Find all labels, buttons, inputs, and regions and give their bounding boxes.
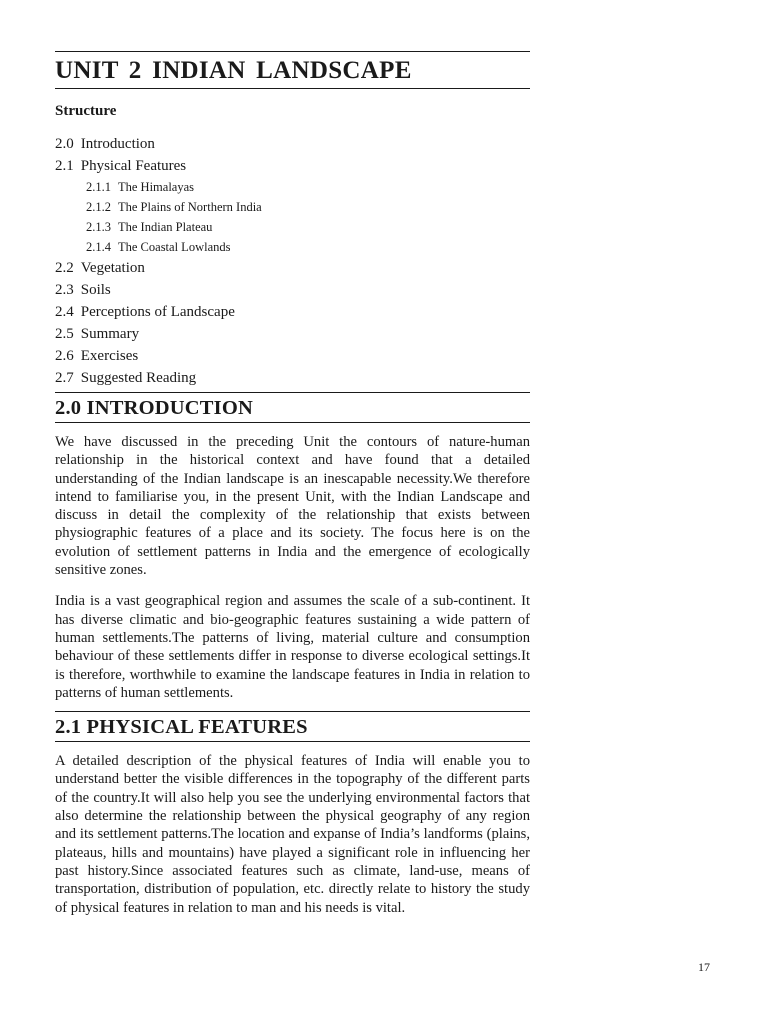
toc-item: 2.0 Introduction bbox=[55, 136, 155, 152]
paragraph: A detailed description of the physical features of India will enable you to understand better the visible differences in the topography of the different parts of the country.It will also help you see the underlying environmental factors that also determine the relationship between the physical geography of any region and its settlement patterns.The location and expanse of India’s landforms (plains, plateaus, hills and mountains) have played a significant role in influencing her past history.Since associated features such as climate, land-use, means of transportation, distribution of population, etc. directly relate to history the study of physical features in relation to man and his needs is vital. bbox=[55, 753, 530, 916]
toc-subitem: 2.1.1 The Himalayas bbox=[86, 180, 195, 194]
toc-item: 2.6 Exercises bbox=[55, 348, 139, 364]
unit-title: UNIT 2 INDIAN LANDSCAPE bbox=[55, 57, 412, 84]
toc-item: 2.4 Perceptions of Landscape bbox=[55, 304, 235, 320]
page-number: 17 bbox=[698, 960, 710, 974]
section-rule bbox=[55, 711, 530, 712]
toc-item: 2.7 Suggested Reading bbox=[55, 370, 197, 386]
toc-item: 2.2 Vegetation bbox=[55, 260, 145, 276]
toc-subitem: 2.1.3 The Indian Plateau bbox=[86, 220, 213, 234]
section-title-physical-features: 2.1 PHYSICAL FEATURES bbox=[55, 716, 308, 739]
page-content bbox=[55, 51, 530, 917]
section-title-introduction: 2.0 INTRODUCTION bbox=[55, 397, 253, 419]
structure-label: Structure bbox=[55, 103, 117, 119]
toc-item: 2.5 Summary bbox=[55, 326, 140, 342]
section-rule bbox=[55, 392, 530, 393]
toc-item: 2.1 Physical Features bbox=[55, 158, 187, 174]
toc-subitem: 2.1.4 The Coastal Lowlands bbox=[86, 240, 231, 254]
paragraph: India is a vast geographical region and assumes the scale of a sub-continent. It has diverse climatic and bio-geographic features sustaining a wide pattern of human settlements.The patterns of living, material culture and consumption behaviour of these settlements differ in response to diverse ecological settings.It is therefore, worthwhile to examine the landscape features in India in relation to patterns of human settlements. bbox=[55, 593, 530, 701]
top-rule bbox=[55, 51, 530, 52]
paragraph: We have discussed in the preceding Unit the contours of nature-human relationship in the historical context and have found that a detailed understanding of the Indian landscape is an inescapable necessity.We therefore intend to familiarise you, in the present Unit, with the Indian Landscape and discuss in detail the complexity of the relationship that exists between physiographic features of a place and its society. The focus here is on the evolution of settlement patterns in India and the emergence of ecologically sensitive zones. bbox=[55, 434, 530, 579]
toc-item: 2.3 Soils bbox=[55, 282, 111, 298]
table-of-contents bbox=[55, 133, 530, 389]
unit-title-rule bbox=[55, 88, 530, 89]
toc-subitem: 2.1.2 The Plains of Northern India bbox=[86, 200, 262, 214]
